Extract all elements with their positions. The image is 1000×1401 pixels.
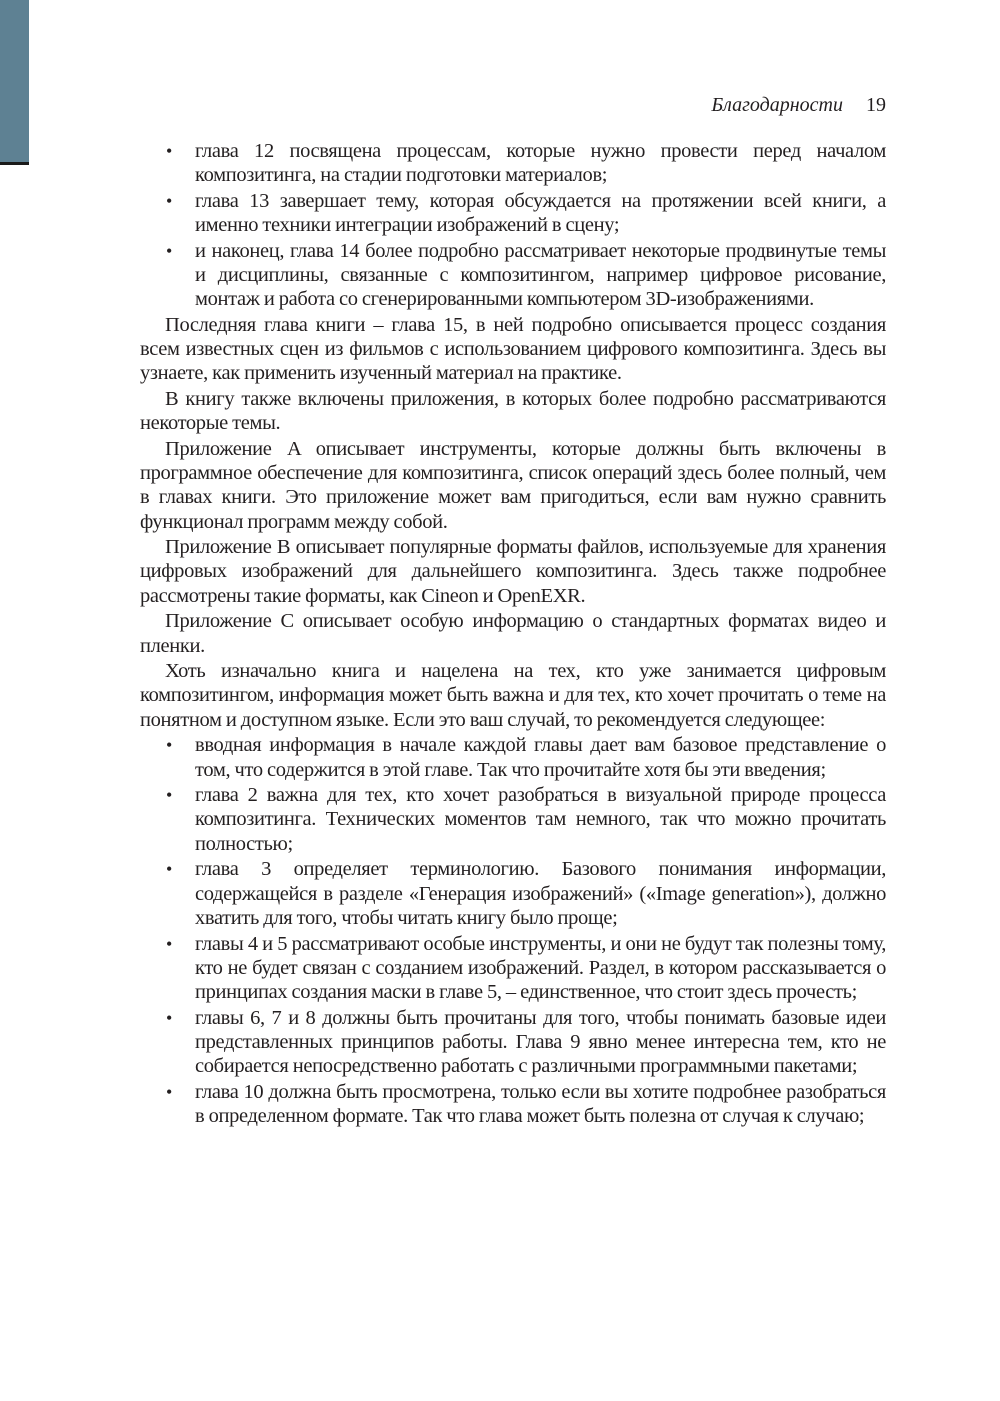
list-item bbox=[140, 189, 886, 237]
side-tab-shadow bbox=[0, 162, 29, 165]
list-item-text: глава 3 определяет терминологию. Базового понимания информации, содержащейся в разделе «Генерация изображений» («Image generation»), должно хватить для того, чтобы читать книгу было проще; bbox=[195, 858, 886, 929]
bullet-icon: • bbox=[166, 141, 172, 161]
bullet-icon: • bbox=[166, 933, 172, 954]
list-item-text: главы 4 и 5 рассматривают особые инструменты, и они не будут так полезны тому, кто не будет связан с созданием изображений. Раздел, в котором рассказывается о принципах создания маски в главе 5, – единственное, что стоит здесь прочесть; bbox=[195, 932, 886, 1003]
bullet-icon: • bbox=[166, 190, 172, 211]
list-item bbox=[140, 239, 886, 312]
list-item-text: и наконец, глава 14 более подробно рассматривает некоторые продвинутые темы и дисциплины, связанные с композитингом, например цифровое рисование, монтаж и работа со сгенерированными компьютером 3D-изображениями. bbox=[195, 239, 886, 311]
chapter-list-1 bbox=[140, 139, 886, 311]
list-item-text: глава 13 завершает тему, которая обсуждается на протяжении всей книги, а именно техники интеграции изображений в сцену; bbox=[195, 189, 886, 237]
chapter-list-2 bbox=[140, 733, 886, 1128]
list-item bbox=[140, 733, 886, 781]
paragraph-recommendations: Хоть изначально книга и нацелена на тех, кто уже занимается цифровым композитингом, информация может быть важна и для тех, кто хочет прочитать о теме на понятном и доступном языке. Если это ваш случай, то рекомендуется следующее: bbox=[140, 660, 886, 731]
list-item-text: вводная информация в начале каждой главы дает вам базовое представление о том, что содержится в этой главе. Так что прочитайте хотя бы эти введения; bbox=[195, 734, 886, 781]
page-number: 19 bbox=[866, 94, 886, 116]
side-tab-marker bbox=[0, 0, 29, 162]
bullet-icon: • bbox=[166, 1007, 172, 1028]
bullet-icon: • bbox=[166, 859, 172, 880]
paragraph-appendix-c: Приложение C описывает особую информацию о стандартных форматах видео и пленки. bbox=[140, 610, 886, 657]
paragraph-appendices: В книгу также включены приложения, в которых более подробно рассматриваются некоторые темы. bbox=[140, 388, 886, 435]
list-item-text: глава 2 важна для тех, кто хочет разобраться в визуальной природе процесса композитинга. Технических моментов там немного, так что можно прочитать полностью; bbox=[195, 784, 886, 855]
bullet-icon: • bbox=[166, 735, 172, 756]
list-item-text: глава 10 должна быть просмотрена, только если вы хотите подробнее разобраться в определенном формате. Так что глава может быть полезна от случая к случаю; bbox=[195, 1080, 886, 1127]
list-item bbox=[140, 1080, 886, 1128]
running-head bbox=[711, 92, 886, 118]
list-item bbox=[140, 932, 886, 1005]
paragraph-appendix-a: Приложение A описывает инструменты, которые должны быть включены в программное обеспечение для композитинга, список операций здесь более полный, чем в главах книги. Это приложение может вам пригодиться, если вам нужно сравнить функционал программ между собой. bbox=[140, 437, 886, 533]
list-item bbox=[140, 783, 886, 856]
paragraph-appendix-b: Приложение B описывает популярные форматы файлов, используемые для хранения цифровых изображений для дальнейшего композитинга. Здесь также подробнее рассмотрены такие форматы, как Cineon и OpenEXR. bbox=[140, 536, 886, 607]
list-item bbox=[140, 1006, 886, 1079]
running-title: Благодарности bbox=[711, 94, 843, 116]
bullet-icon: • bbox=[166, 785, 172, 806]
bullet-icon: • bbox=[166, 1081, 172, 1102]
list-item-text: глава 12 посвящена процессам, которые нужно провести перед началом композитинга, на стадии подготовки материалов; bbox=[195, 140, 886, 187]
list-item bbox=[140, 139, 886, 187]
list-item-text: главы 6, 7 и 8 должны быть прочитаны для того, чтобы понимать базовые идеи представленных принципов работы. Глава 9 явно менее интересна тем, кто не собирается непосредственно работать с различными программными пакетами; bbox=[195, 1006, 886, 1078]
paragraph-chapter-15: Последняя глава книги – глава 15, в ней подробно описывается процесс создания всем известных сцен из фильмов с использованием цифрового композитинга. Здесь вы узнаете, как применить изученный материал на практике. bbox=[140, 313, 886, 385]
list-item bbox=[140, 857, 886, 930]
page-body bbox=[140, 139, 886, 1130]
bullet-icon: • bbox=[166, 240, 172, 261]
